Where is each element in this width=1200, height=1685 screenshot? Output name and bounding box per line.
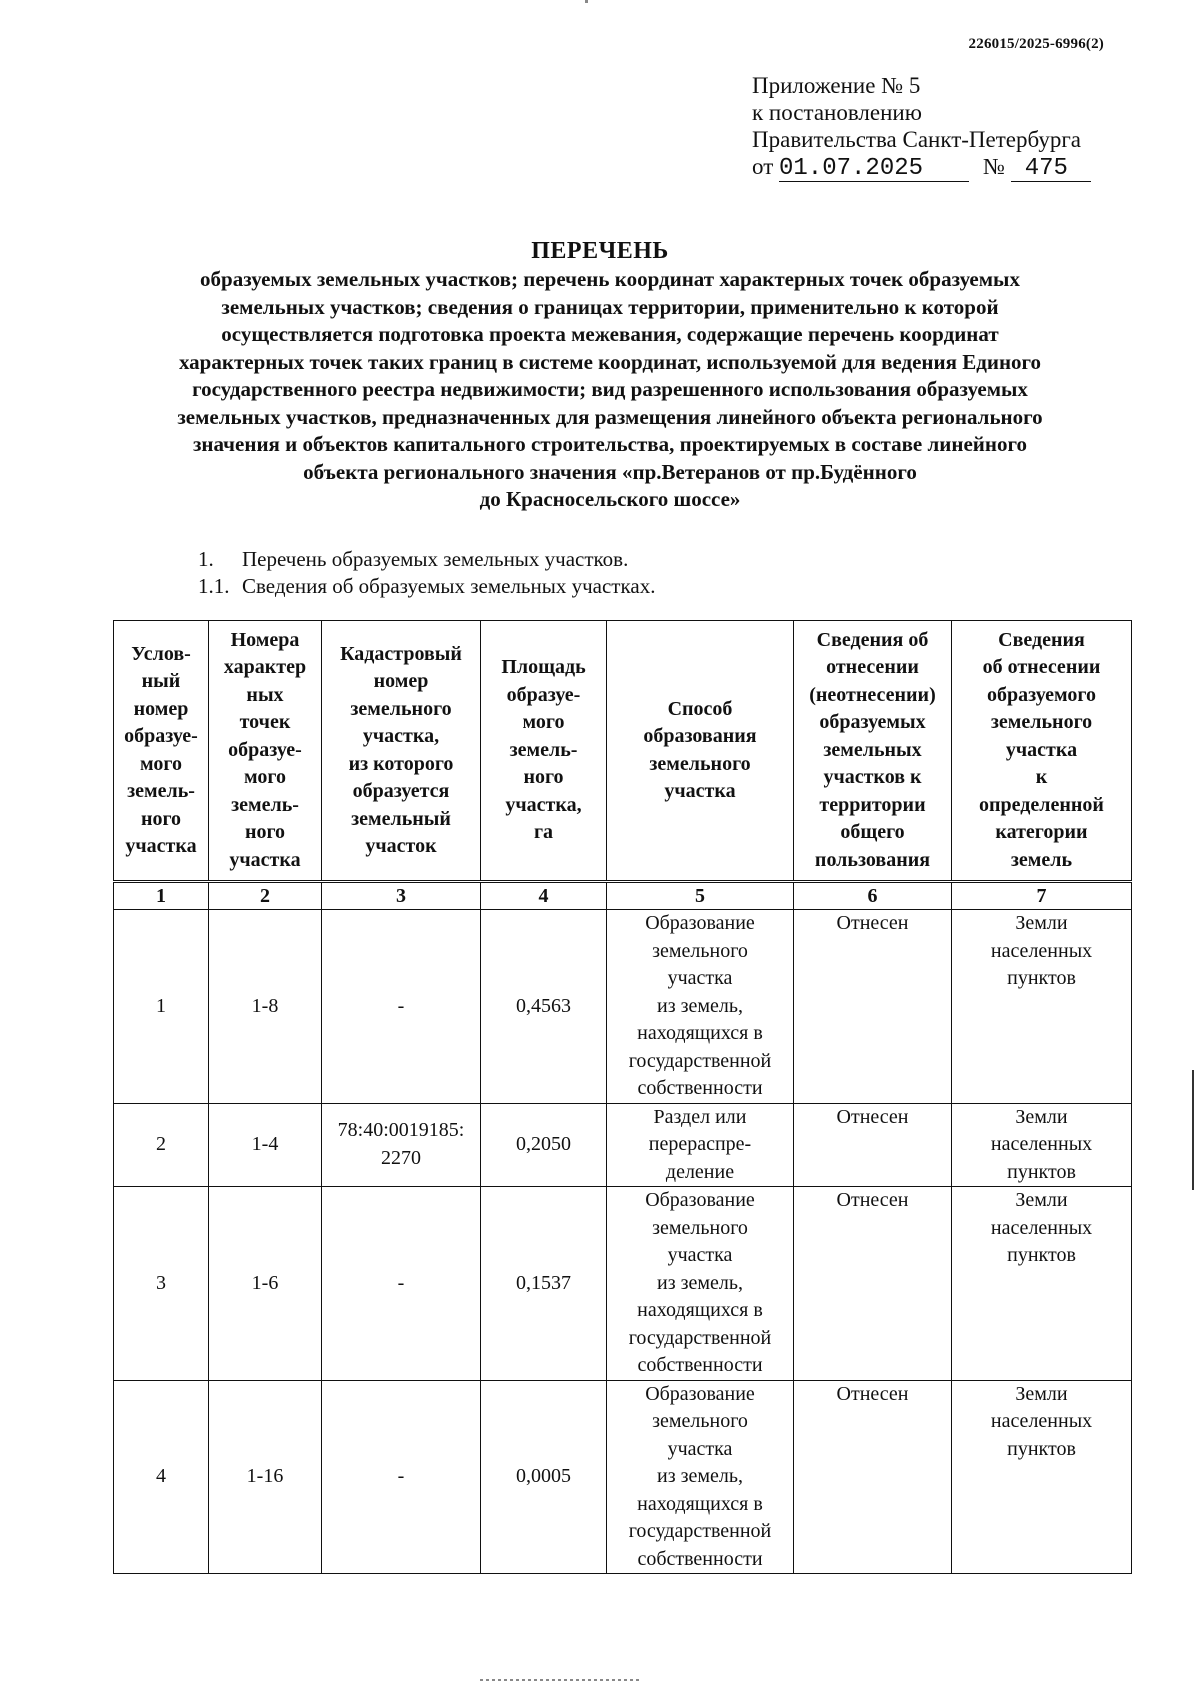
number-prefix: № — [983, 154, 1011, 179]
cell-text-line: мого — [244, 766, 286, 789]
cadastral-cell — [322, 1187, 481, 1381]
cell-text-line: Услов- — [131, 642, 191, 665]
land-category-cell — [952, 1103, 1132, 1187]
column-number: 4 — [481, 882, 607, 910]
public-use-cell: Отнесен — [794, 1187, 952, 1381]
cell-text-line: из земель, — [656, 1271, 743, 1294]
cell-text-line: земель — [1010, 848, 1073, 871]
subtitle-line: значения и объектов капитального строительства, проектируемых в составе линейного — [192, 432, 1028, 456]
cell-text-line: государственной — [628, 1520, 772, 1542]
section-heading-1 — [198, 546, 655, 573]
cell-text-line: образуемых — [819, 711, 926, 734]
subtitle-line: земельных участков, предназначенных для размещения линейного объекта регионального — [177, 404, 1043, 429]
cell-text-line: земельных — [823, 738, 922, 761]
cell-text-line: пунктов — [1007, 1437, 1076, 1460]
appendix-line-1: Приложение № 5 — [752, 73, 921, 98]
cadastral-cell — [322, 1103, 481, 1187]
table-row — [114, 1103, 1132, 1187]
cell-text-line: собственности — [637, 1547, 763, 1570]
cell-text-line: участка — [664, 780, 736, 802]
cell-text-line: 2270 — [381, 1146, 421, 1169]
subtitle-line: государственного реестра недвижимости; вид разрешенного использования образуемых — [192, 377, 1028, 401]
cell-text-line: га — [533, 821, 554, 844]
cell-text-line: Земли — [1015, 912, 1068, 934]
table-row — [114, 1187, 1132, 1381]
scan-mark — [480, 1679, 640, 1681]
cell-text-line: деление — [665, 1160, 735, 1183]
cell-text-line: находящихся в — [637, 1022, 763, 1044]
column-header — [794, 621, 952, 882]
cell-text-line: ный — [141, 670, 181, 692]
column-number: 2 — [209, 882, 322, 910]
cell-text-line: ного — [523, 766, 564, 789]
appendix-header — [752, 72, 1091, 182]
cell-text-line: мого — [140, 752, 182, 775]
plot-number-cell: 2 — [114, 1103, 209, 1187]
section-text: Сведения об образуемых земельных участках. — [242, 574, 656, 598]
scan-edge-line — [1192, 1070, 1194, 1190]
subtitle-line: до Красносельского шоссе» — [479, 487, 741, 511]
cell-text-line: участка, — [362, 725, 440, 747]
cell-text-line: из земель, — [656, 994, 743, 1017]
cell-text-line: об отнесении — [982, 656, 1101, 679]
cell-text-line: участок — [365, 835, 437, 857]
cell-text-line: участка — [125, 835, 197, 857]
cell-text-line: населенных — [990, 1133, 1093, 1155]
cell-text-line: Земли — [1015, 1105, 1068, 1128]
plot-number-cell: 4 — [114, 1380, 209, 1574]
cell-text-line: находящихся в — [637, 1492, 763, 1515]
land-plots-table — [113, 620, 1132, 1574]
cell-text-line: Раздел или — [653, 1105, 747, 1128]
section-heading-1-1 — [198, 573, 655, 600]
cell-text-line: собственности — [637, 1354, 763, 1376]
cell-text-line: ного — [244, 821, 286, 844]
cell-text-line: образуе- — [228, 738, 302, 761]
area-cell: 0,2050 — [481, 1103, 607, 1187]
table-header-row — [114, 621, 1132, 882]
cell-text-line: государственной — [628, 1049, 772, 1072]
cell-text-line: земельного — [652, 939, 748, 962]
cell-text-line: характер — [223, 656, 307, 679]
cell-text-line: образуемого — [987, 683, 1096, 706]
public-use-cell: Отнесен — [794, 1103, 952, 1187]
cell-text-line: точек — [239, 711, 291, 734]
document-subtitle — [110, 266, 1110, 514]
cell-text-line: - — [397, 994, 405, 1017]
cell-text-line: номер — [133, 697, 189, 720]
cell-text-line: - — [397, 1271, 405, 1294]
cell-text-line: мого — [522, 711, 565, 734]
points-cell: 1-6 — [209, 1187, 322, 1381]
column-header — [114, 621, 209, 882]
cell-text-line: к — [1035, 766, 1048, 789]
method-cell — [607, 1380, 794, 1574]
cell-text-line: образования — [643, 725, 757, 747]
cell-text-line: Способ — [667, 697, 733, 720]
column-number: 5 — [607, 882, 794, 910]
cell-text-line: Номера — [230, 628, 300, 651]
cell-text-line: земельного — [652, 1216, 748, 1239]
cell-text-line: образуется — [352, 780, 450, 802]
date-prefix: от — [752, 154, 779, 179]
cell-text-line: земельного — [350, 697, 452, 720]
method-cell — [607, 910, 794, 1104]
cell-text-line: участка — [1005, 738, 1078, 761]
cell-text-line: находящихся в — [637, 1299, 763, 1321]
cell-text-line: населенных — [990, 1216, 1093, 1239]
column-number: 7 — [952, 882, 1132, 910]
cell-text-line: 78:40:0019185: — [337, 1119, 465, 1142]
cell-text-line: пунктов — [1007, 967, 1076, 989]
section-number: 1. — [198, 547, 214, 571]
cell-text-line: Площадь — [501, 656, 586, 679]
document-number: 226015/2025-6996(2) — [968, 36, 1104, 52]
land-category-cell — [952, 1187, 1132, 1381]
cell-text-line: земель- — [509, 738, 578, 761]
method-cell — [607, 1187, 794, 1381]
points-cell: 1-16 — [209, 1380, 322, 1574]
cell-text-line: участков к — [823, 766, 922, 789]
cell-text-line: участка — [667, 1437, 733, 1460]
land-category-cell — [952, 1380, 1132, 1574]
cadastral-cell — [322, 1380, 481, 1574]
appendix-line-2: к постановлению — [752, 100, 922, 125]
cell-text-line: земельного — [990, 711, 1093, 734]
cell-text-line: пунктов — [1007, 1160, 1076, 1183]
cell-text-line: населенных — [990, 1410, 1093, 1432]
resolution-date: 01.07.2025 — [779, 157, 969, 182]
points-cell: 1-8 — [209, 910, 322, 1104]
cell-text-line: Земли — [1015, 1382, 1068, 1405]
public-use-cell: Отнесен — [794, 1380, 952, 1574]
cell-text-line: образуе- — [506, 683, 581, 706]
cell-text-line: земельный — [351, 807, 451, 830]
cell-text-line: Образование — [645, 912, 755, 934]
subtitle-line: образуемых земельных участков; перечень координат характерных точек образуемых — [200, 267, 1020, 291]
document-title: ПЕРЕЧЕНЬ — [531, 238, 669, 264]
table-row — [114, 910, 1132, 1104]
cell-text-line: Сведения об — [816, 628, 929, 651]
method-cell — [607, 1103, 794, 1187]
cell-text-line: земельного — [649, 752, 751, 775]
cell-text-line: из которого — [348, 752, 454, 775]
section-text: Перечень образуемых земельных участков. — [242, 547, 629, 571]
cell-text-line: определенной — [979, 793, 1104, 816]
column-number: 6 — [794, 882, 952, 910]
subtitle-line: земельных участков; сведения о границах территории, применительно к которой — [221, 294, 999, 319]
cell-text-line: Образование — [645, 1189, 755, 1211]
cell-text-line: из земель, — [656, 1465, 743, 1487]
column-number-row — [114, 882, 1132, 910]
subtitle-line: осуществляется подготовка проекта межевания, содержащие перечень координат — [221, 322, 999, 346]
cell-text-line: земель- — [127, 780, 195, 802]
cell-text-line: участка — [667, 1244, 733, 1266]
public-use-cell: Отнесен — [794, 910, 952, 1104]
plot-number-cell: 3 — [114, 1187, 209, 1381]
appendix-line-3: Правительства Санкт-Петербурга — [752, 127, 1081, 152]
column-header — [481, 621, 607, 882]
cell-text-line: ных — [246, 683, 284, 706]
cell-text-line: Образование — [645, 1382, 755, 1405]
cell-text-line: территории — [819, 793, 926, 816]
cell-text-line: перераспре- — [648, 1133, 752, 1155]
cell-text-line: населенных — [990, 939, 1093, 962]
cell-text-line: пользования — [814, 848, 931, 871]
area-cell: 0,1537 — [481, 1187, 607, 1381]
column-number: 1 — [114, 882, 209, 910]
cadastral-cell — [322, 910, 481, 1104]
cell-text-line: Земли — [1015, 1189, 1068, 1211]
cell-text-line: Кадастровый — [340, 642, 462, 665]
cell-text-line: категории — [995, 821, 1088, 844]
column-header — [952, 621, 1132, 882]
section-number: 1.1. — [198, 574, 230, 598]
cell-text-line: земель- — [231, 793, 299, 816]
column-number: 3 — [322, 882, 481, 910]
cell-text-line: - — [397, 1465, 405, 1487]
cell-text-line: государственной — [628, 1326, 772, 1349]
plot-number-cell: 1 — [114, 910, 209, 1104]
cell-text-line: (неотнесении) — [809, 683, 936, 706]
column-header — [209, 621, 322, 882]
cell-text-line: собственности — [637, 1077, 763, 1099]
table-row — [114, 1380, 1132, 1574]
area-cell: 0,4563 — [481, 910, 607, 1104]
cell-text-line: участка, — [505, 793, 582, 816]
subtitle-line: объекта регионального значения «пр.Ветеранов от пр.Будённого — [303, 459, 917, 484]
cell-text-line: Сведения — [998, 628, 1085, 651]
appendix-date-line — [752, 153, 1091, 182]
cell-text-line: земельного — [652, 1410, 748, 1432]
column-header — [322, 621, 481, 882]
subtitle-line: характерных точек таких границ в системе координат, используемой для ведения Единого — [178, 349, 1042, 374]
cell-text-line: пунктов — [1007, 1244, 1076, 1266]
cell-text-line: участка — [229, 848, 301, 871]
column-header — [607, 621, 794, 882]
cell-text-line: номер — [373, 670, 429, 692]
cell-text-line: общего — [840, 821, 905, 844]
scan-mark — [585, 0, 588, 3]
land-category-cell — [952, 910, 1132, 1104]
cell-text-line: участка — [667, 967, 733, 989]
section-headings — [198, 546, 655, 600]
resolution-number: 475 — [1011, 157, 1091, 182]
area-cell: 0,0005 — [481, 1380, 607, 1574]
cell-text-line: образуе- — [124, 725, 198, 747]
cell-text-line: ного — [140, 807, 182, 830]
points-cell: 1-4 — [209, 1103, 322, 1187]
cell-text-line: отнесении — [826, 656, 919, 679]
